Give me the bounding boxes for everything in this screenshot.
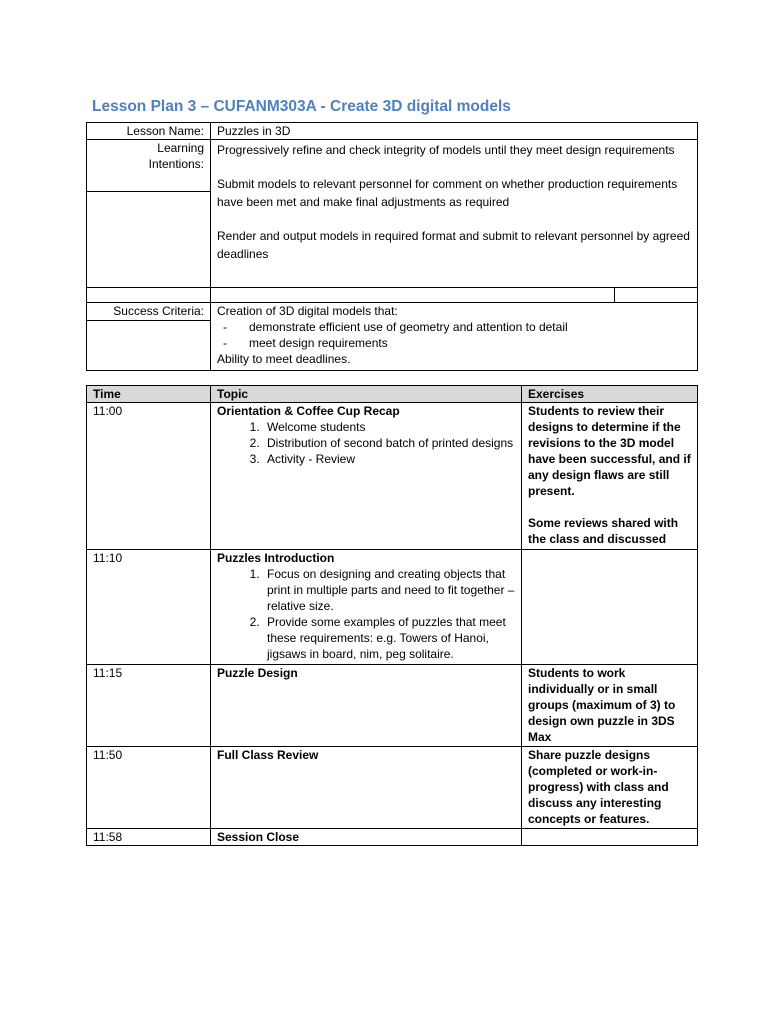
row-time: 11:15 [87, 665, 211, 747]
row-topic: Puzzle Design [211, 665, 522, 747]
row-topic: Orientation & Coffee Cup Recap [217, 404, 400, 418]
learning-label-line-1: Learning [157, 141, 204, 155]
table-row [87, 747, 698, 829]
list-item: 3. Activity - Review [263, 451, 515, 467]
success-criteria-cell [211, 303, 698, 371]
col-header-exercises: Exercises [522, 386, 698, 403]
learning-intention-3: Render and output models in required format and submit to relevant personnel by agreed deadlines [217, 229, 690, 261]
dash-marker: - [223, 320, 227, 334]
row-exercises: Students to work individually or in small groups (maximum of 3) to design own puzzle in 3DS Max [522, 665, 698, 747]
dash-marker: - [223, 336, 227, 350]
row-exercises [522, 829, 698, 846]
table-row [87, 665, 698, 747]
row-topic: Full Class Review [211, 747, 522, 829]
row-exercises: Share puzzle designs (completed or work-in-progress) with class and discuss any interesting concepts or features. [522, 747, 698, 829]
schedule-table [86, 385, 698, 846]
lesson-name-label: Lesson Name: [87, 123, 211, 140]
success-label-text: Success Criteria: [113, 304, 204, 318]
topic-list [217, 566, 515, 662]
lesson-info-table [86, 122, 698, 371]
row-exercises-cell [522, 403, 698, 550]
success-point-text: demonstrate efficient use of geometry and attention to detail [249, 320, 568, 334]
topic-list [217, 419, 515, 467]
row-topic: Session Close [211, 829, 522, 846]
schedule-header-row [87, 386, 698, 403]
success-point-1 [217, 319, 691, 335]
success-criteria-label [87, 303, 211, 371]
row-exercises-2: Some reviews shared with the class and discussed [528, 516, 679, 546]
row-time: 11:58 [87, 829, 211, 846]
table-row [87, 403, 698, 550]
col-header-topic: Topic [211, 386, 522, 403]
col-header-time: Time [87, 386, 211, 403]
empty-cell [87, 288, 211, 303]
empty-cell [211, 288, 615, 303]
row-time: 11:00 [87, 403, 211, 550]
success-intro: Creation of 3D digital models that: [217, 304, 398, 318]
row-time: 11:50 [87, 747, 211, 829]
table-row [87, 550, 698, 665]
learning-label-line-2: Intentions: [148, 157, 204, 171]
learning-intention-2: Submit models to relevant personnel for comment on whether production requirements have been met and make final adjustments as required [217, 177, 678, 209]
empty-cell [615, 288, 698, 303]
list-item: 2. Distribution of second batch of printed designs [263, 435, 515, 451]
learning-intentions-label [87, 140, 211, 288]
lesson-name-value: Puzzles in 3D [211, 123, 698, 140]
learning-intentions-cell [211, 140, 698, 288]
row-time: 11:10 [87, 550, 211, 665]
row-exercises [522, 550, 698, 665]
row-exercises: Students to review their designs to determine if the revisions to the 3D model have been successful, and if any design flaws are still present. [528, 404, 691, 498]
page-title: Lesson Plan 3 – CUFANM303A - Create 3D digital models [92, 98, 511, 115]
list-item: 1. Focus on designing and creating objects that print in multiple parts and need to fit together – relative size. [263, 566, 515, 614]
success-point-2 [217, 335, 691, 351]
row-topic-cell [211, 550, 522, 665]
list-item: 1. Welcome students [263, 419, 515, 435]
success-outro: Ability to meet deadlines. [217, 352, 351, 366]
list-item: 2. Provide some examples of puzzles that meet these requirements: e.g. Towers of Hanoi, jigsaws in board, nim, peg solitaire. [263, 614, 515, 662]
table-row [87, 829, 698, 846]
success-point-text: meet design requirements [249, 336, 388, 350]
learning-intention-1: Progressively refine and check integrity of models until they meet design requirements [217, 143, 675, 157]
row-topic-cell [211, 403, 522, 550]
row-topic: Puzzles Introduction [217, 551, 335, 565]
